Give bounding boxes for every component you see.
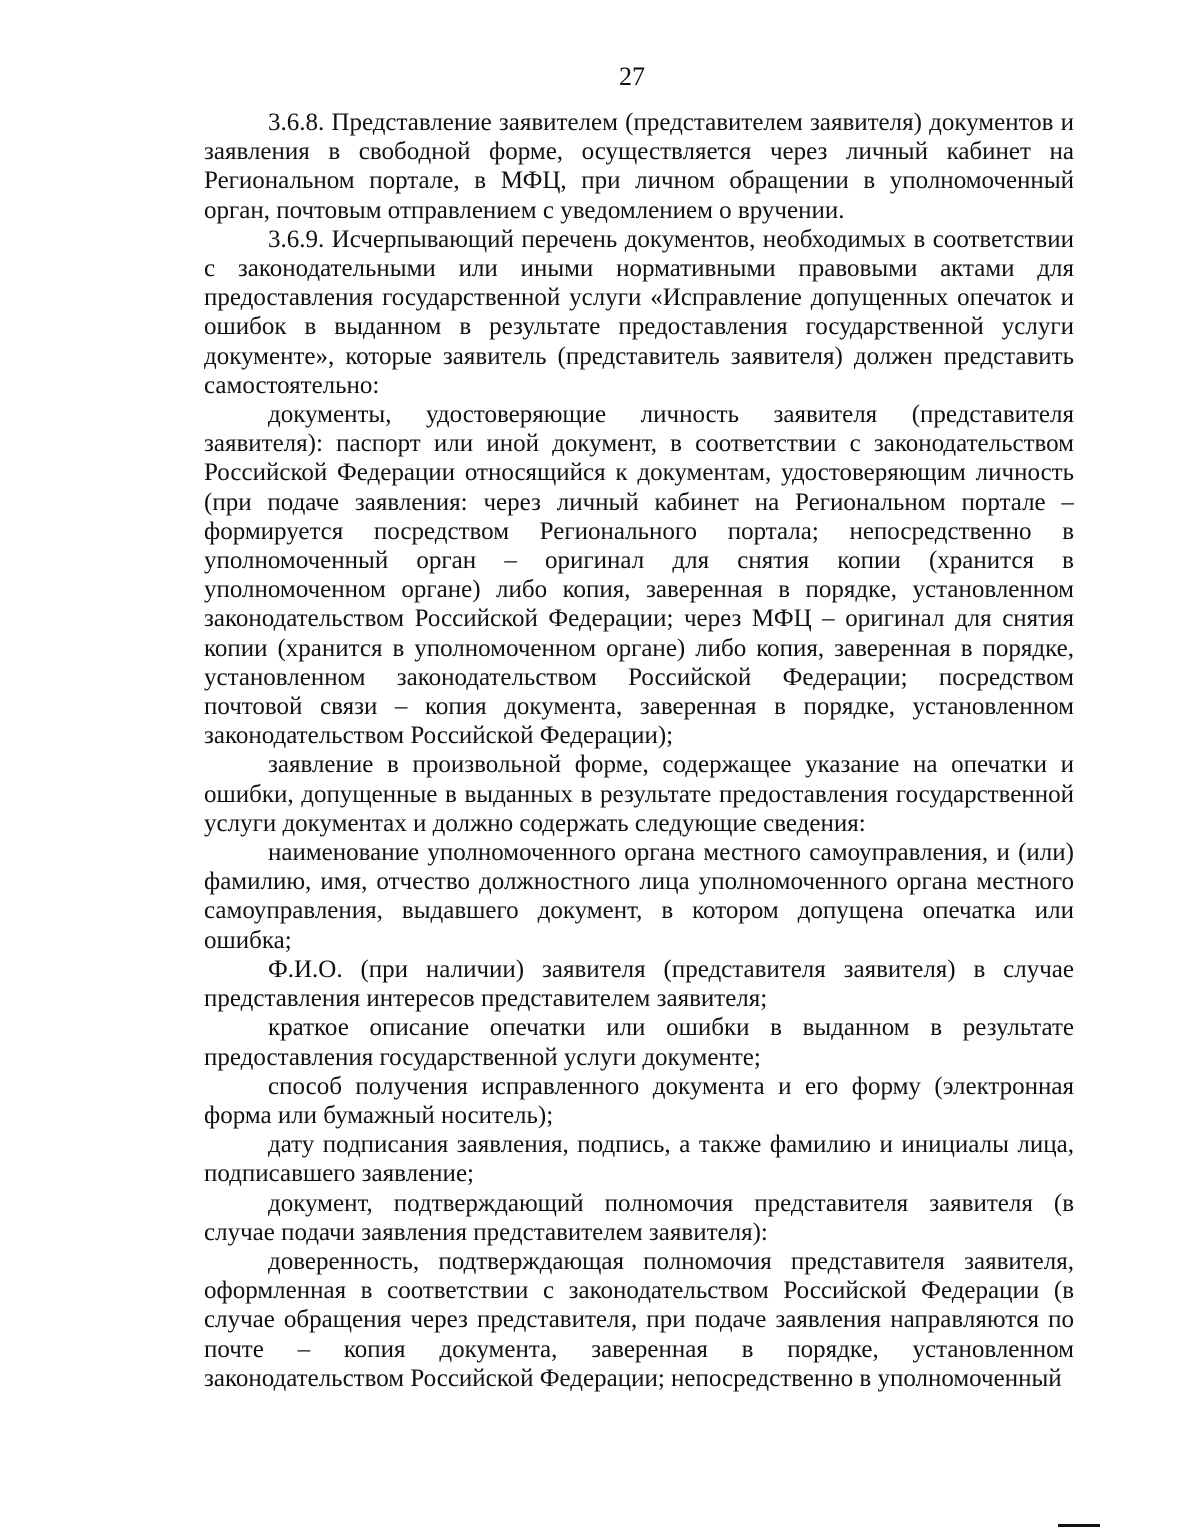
paragraph-receipt-method: способ получения исправленного документа и его форму (электронная форма или бумажный носитель); bbox=[204, 1072, 1074, 1129]
paragraph-3-6-9: 3.6.9. Исчерпывающий перечень документов, необходимых в соответствии с законодательными или иными нормативными правовыми актами для предоставления государственной услуги «Исправление допущенных опечаток и ошибок в выданном в результате предоставления государственной услуги документе», которые заявитель (представитель заявителя) должен представить самостоятельно: bbox=[204, 225, 1074, 399]
paragraph-authority-document: документ, подтверждающий полномочия представителя заявителя (в случае подачи заявления представителем заявителя): bbox=[204, 1189, 1074, 1246]
document-body bbox=[204, 108, 1074, 1393]
page-number: 27 bbox=[619, 62, 645, 91]
paragraph-applicant-name: Ф.И.О. (при наличии) заявителя (представителя заявителя) в случае представления интересов представителем заявителя; bbox=[204, 955, 1074, 1013]
paragraph-error-description: краткое описание опечатки или ошибки в выданном в результате предоставления государственной услуги документе; bbox=[204, 1014, 1074, 1071]
paragraph-3-6-8: 3.6.8. Представление заявителем (представителем заявителя) документов и заявления в свободной форме, осуществляется через личный кабинет на Региональном портале, в МФЦ, при личном обращении в уполномоченный орган, почтовым отправлением с уведомлением о вручении. bbox=[204, 109, 1074, 224]
footer-line bbox=[1058, 1524, 1100, 1527]
paragraph-signature-date: дату подписания заявления, подпись, а также фамилию и инициалы лица, подписавшего заявление; bbox=[204, 1131, 1074, 1188]
paragraph-power-of-attorney: доверенность, подтверждающая полномочия представителя заявителя, оформленная в соответствии с законодательством Российской Федерации (в случае обращения через представителя, при подаче заявления направляются по почте – копия документа, заверенная в порядке, установленном законодательством Российской Федерации; непосредственно в уполномоченный bbox=[204, 1247, 1074, 1392]
paragraph-application-form: заявление в произвольной форме, содержащее указание на опечатки и ошибки, допущенные в выданных в результате предоставления государственной услуги документах и должно содержать следующие сведения: bbox=[204, 751, 1074, 837]
paragraph-authority-name: наименование уполномоченного органа местного самоуправления, и (или) фамилию, имя, отчество должностного лица уполномоченного органа местного самоуправления, выдавшего документ, в котором допущена опечатка или ошибка; bbox=[204, 839, 1074, 954]
paragraph-identity-documents: документы, удостоверяющие личность заявителя (представителя заявителя): паспорт или иной документ, в соответствии с законодательством Российской Федерации относящийся к документам, удостоверяющим личность (при подаче заявления: через личный кабинет на Региональном портале – формируется посредством Регионального портала; непосредственно в уполномоченный орган – оригинал для снятия копии (хранится в уполномоченном органе) либо копия, заверенная в порядке, установленном законодательством Российской Федерации; через МФЦ – оригинал для снятия копии (хранится в уполномоченном органе) либо копия, заверенная в порядке, установленном законодательством Российской Федерации; посредством почтовой связи – копия документа, заверенная в порядке, установленном законодательством Российской Федерации); bbox=[204, 401, 1074, 750]
